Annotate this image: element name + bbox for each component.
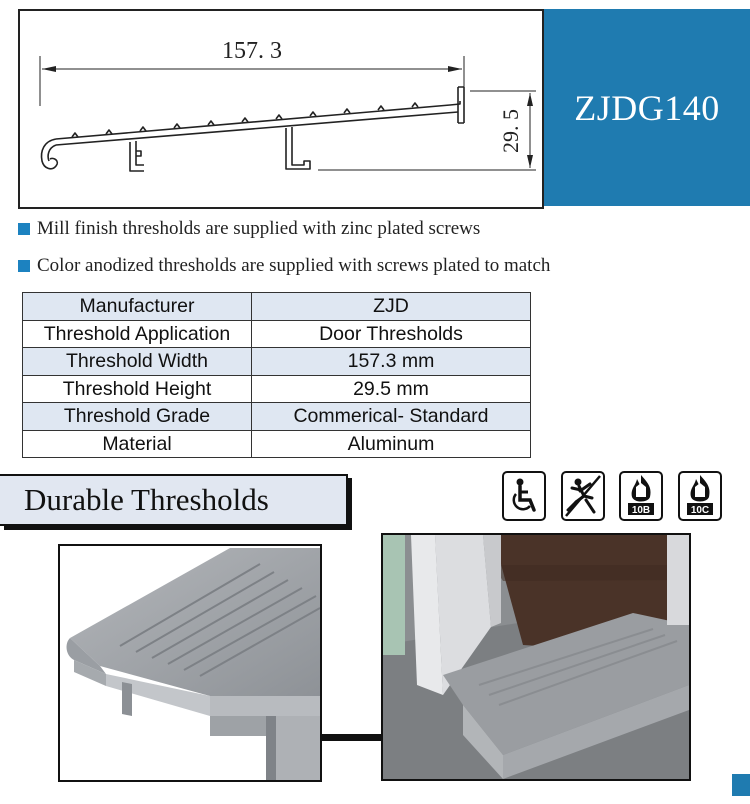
model-code-panel xyxy=(544,9,750,206)
fire-rating-label: 10B xyxy=(631,505,651,516)
section-banner xyxy=(0,474,348,526)
wheelchair-accessible-icon xyxy=(502,471,546,521)
width-dimension-label: 157. 3 xyxy=(222,38,282,64)
corner-accent xyxy=(732,774,750,796)
bullet-square-icon xyxy=(18,223,30,235)
spec-value: Door Thresholds xyxy=(252,320,531,348)
spec-label: Threshold Grade xyxy=(23,403,252,431)
spec-value: Commerical- Standard xyxy=(252,403,531,431)
table-row xyxy=(23,430,531,458)
spec-value: 29.5 mm xyxy=(252,375,531,403)
note-item xyxy=(18,218,480,240)
model-code: ZJDG140 xyxy=(574,87,720,128)
fire-rating-10b-icon xyxy=(619,471,663,521)
table-row xyxy=(23,375,531,403)
table-row xyxy=(23,320,531,348)
note-item xyxy=(18,255,550,277)
spec-value: 157.3 mm xyxy=(252,348,531,376)
door-installation-photo xyxy=(381,533,691,781)
note-text: Mill finish thresholds are supplied with zinc plated screws xyxy=(37,218,481,239)
spec-label: Threshold Application xyxy=(23,320,252,348)
table-row xyxy=(23,293,531,321)
table-row xyxy=(23,403,531,431)
spec-table xyxy=(22,292,531,458)
height-dimension-label: 29. 5 xyxy=(498,109,523,153)
section-title: Durable Thresholds xyxy=(24,482,269,517)
fire-rating-label: 10C xyxy=(690,505,710,516)
spec-value: ZJD xyxy=(252,293,531,321)
anti-slip-icon xyxy=(561,471,605,521)
table-row xyxy=(23,348,531,376)
profile-drawing-panel xyxy=(18,9,544,209)
profile-cross-section-drawing xyxy=(20,11,542,207)
spec-label: Threshold Height xyxy=(23,375,252,403)
spec-label: Manufacturer xyxy=(23,293,252,321)
spec-label: Threshold Width xyxy=(23,348,252,376)
bullet-square-icon xyxy=(18,260,30,272)
connector-line xyxy=(320,734,382,741)
threshold-profile-photo xyxy=(58,544,322,782)
spec-label: Material xyxy=(23,430,252,458)
note-text: Color anodized thresholds are supplied with screws plated to match xyxy=(37,255,551,276)
spec-value: Aluminum xyxy=(252,430,531,458)
fire-rating-10c-icon xyxy=(678,471,722,521)
